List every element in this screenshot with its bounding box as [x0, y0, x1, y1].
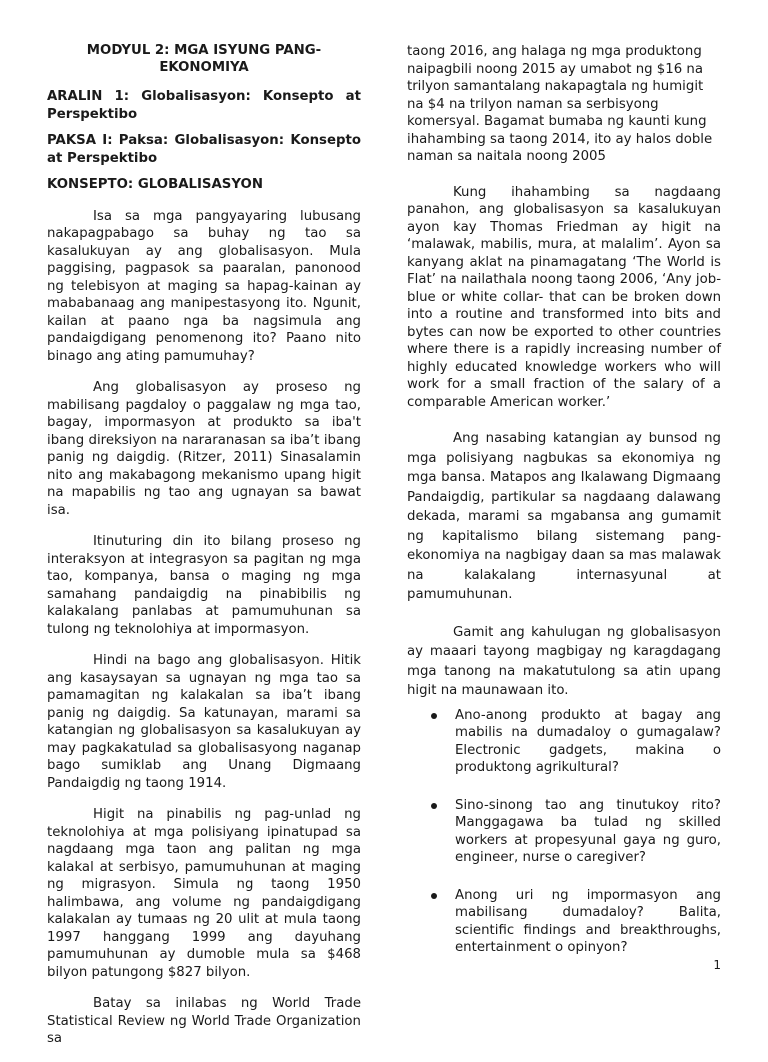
konsepto-heading: KONSEPTO: GLOBALISASYON [47, 177, 263, 192]
list-item [407, 707, 721, 777]
list-item-text: Sino-sinong tao ang tinutukoy rito? Manggagawa ba tulad ng skilled workers at propesyunal gaya ng guro, engineer, nurse o caregiver? [455, 797, 721, 865]
paragraph: Kung ihahambing sa nagdaang panahon, ang globalisasyon sa kasalukuyan ayon kay Thomas Friedman ay higit na ‘malawak, mabilis, mura, at malalim’. Ayon sa kanyang aklat na pinamagatang ‘The World is Flat’ na nailathala noong taong 2006, ‘Any job- blue or white collar- that can be broken down into a routine and transformed into bits and bytes can now be exported to other countries where there is a rapidly increasing number of highly educated knowledge workers who will work for a small fraction of the salary of a comparable American worker.’ [407, 184, 721, 410]
paragraph: Hindi na bago ang globalisasyon. Hitik ang kasaysayan sa ugnayan ng mga tao sa pamamagitan ng kalakalan sa iba’t ibang panig ng daigdig. Sa katunayan, marami sa katangian ng globalisasyon sa kasalukuyan ay may pagkakatulad sa globalisasyong naganap bago sumiklab ang Unang Digmaang Pandaigdig ng taong 1914. [47, 653, 361, 791]
bullet-icon [431, 713, 437, 719]
question-list [407, 707, 721, 957]
paragraph: Ang nasabing katangian ay bunsod ng mga polisiyang nagbukas sa ekonomiya ng mga bansa. Matapos ang Ikalawang Digmaang Pandaigdig, partikular sa nagdaang dalawang dekada, marami sa mgabansa ang gumamit ng kapitalismo bilang sistemang pang-ekonomiya na nagbigay daan sa mas malawak na kalakalang internasyunal at pamumuhunan. [407, 431, 721, 602]
left-column [47, 38, 361, 1062]
module-title: MODYUL 2: MGA ISYUNG PANG-EKONOMIYA [86, 43, 322, 75]
paragraph: taong 2016, ang halaga ng mga produktong naipagbili noong 2015 ay umabot ng $16 na trilyon samantalang nakapagtala ng humigit na $4 na trilyon naman sa serbisyong komersyal. Bagamat bumaba ng kaunti kung ihahambing sa taong 2014, ito ay halos doble naman sa naitala noong 2005 [407, 44, 713, 164]
bullet-icon [431, 893, 437, 899]
list-item-text: Ano-anong produkto at bagay ang mabilis na dumadaloy o gumagalaw? Electronic gadgets, makina o produktong agrikultural? [455, 707, 721, 775]
paragraph: Higit na pinabilis ng pag-unlad ng teknolohiya at mga polisiyang ipinatupad sa nagdaang mga taon ang palitan ng mga kalakal at serbisyo, pamumuhunan at maging ng migrasyon. Simula ng taong 1950 halimbawa, ang volume ng pandaigdigang kalakalan ay tumaas ng 20 ulit at mula taong 1997 hanggang 1999 ang dayuhang pamumuhunan ay dumoble mula sa $468 bilyon patungong $827 bilyon. [47, 807, 361, 980]
aralin-heading: ARALIN 1: Globalisasyon: Konsepto at Perspektibo [47, 89, 361, 122]
paksa-heading: PAKSA I: Paksa: Globalisasyon: Konsepto at Perspektibo [47, 133, 361, 166]
paragraph: Batay sa inilabas ng World Trade Statistical Review ng World Trade Organization sa [47, 996, 361, 1046]
list-item-text: Anong uri ng impormasyon ang mabilisang dumadaloy? Balita, scientific findings and breakthroughs, entertainment o opinyon? [455, 887, 721, 955]
list-item [407, 887, 721, 957]
paragraph: Ang globalisasyon ay proseso ng mabilisang pagdaloy o paggalaw ng mga tao, bagay, impormasyon at produkto sa iba't ibang direksiyon na nararanasan sa iba’t ibang panig ng daigdig. (Ritzer, 2011) Sinasalamin nito ang makabagong mekanismo upang higit na mapabilis ng tao ang ugnayan sa bawat isa. [47, 380, 361, 518]
right-column [407, 43, 721, 977]
paragraph: Itinuturing din ito bilang proseso ng interaksyon at integrasyon sa pagitan ng mga tao, kompanya, bansa o maging ng mga samahang pandaigdig na pinabibilis ng kalakalang panlabas at pamumuhunan sa tulong ng teknolohiya at impormasyon. [47, 534, 361, 637]
bullet-icon [431, 803, 437, 809]
paragraph: Gamit ang kahulugan ng globalisasyon ay maaari tayong magbigay ng karagdagang mga tanong na makatutulong sa atin upang higit na maunawaan ito. [407, 624, 721, 698]
list-item [407, 797, 721, 867]
paragraph: Isa sa mga pangyayaring lubusang nakapagpabago sa buhay ng tao sa kasalukuyan ay ang globalisasyon. Mula paggising, pagpasok sa paaralan, panonood ng telebisyon at maging sa hapag-kainan ay mababanaag ang manipestasyong ito. Ngunit, kailan at paano nga ba nagsimula ang pandaigdigang penomenong ito? Paano nito binago ang ating pamumuhay? [47, 208, 361, 364]
page-number: 1 [713, 958, 721, 972]
